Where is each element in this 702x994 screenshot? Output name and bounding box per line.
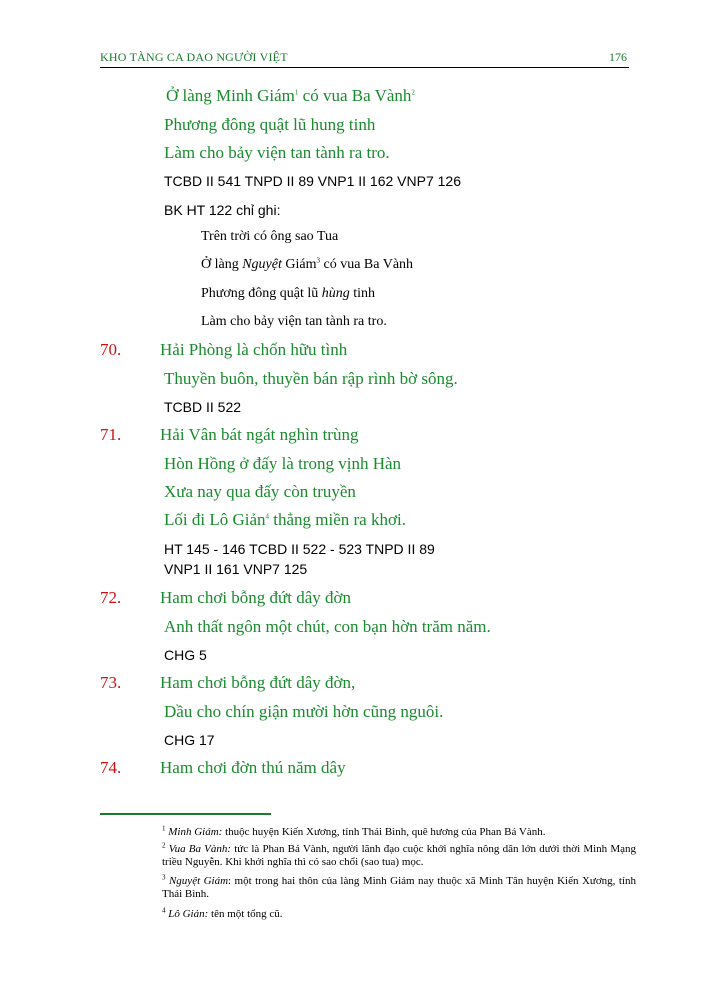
variant-line: Ở làng Nguyệt Giám$^3$ có vua Ba Vành bbox=[201, 256, 414, 272]
verse-line: Ở làng Minh Giám$^1$ có vua Ba Vành$^2$ bbox=[166, 86, 415, 105]
footnote: $^4$ Lô Giản: tên một tổng cũ. bbox=[162, 906, 283, 920]
source-reference: CHG 5 bbox=[164, 647, 207, 663]
verse-line: Làm cho bảy viện tan tành ra tro. bbox=[164, 143, 390, 162]
verse-line: Hải Phòng là chốn hữu tình bbox=[160, 340, 348, 359]
source-reference: VNP1 II 161 VNP7 125 bbox=[164, 561, 308, 577]
source-reference: HT 145 - 146 TCBD II 522 - 523 TNPD II 89 bbox=[164, 541, 435, 557]
verse-line: Hòn Hồng ở đấy là trong vịnh Hàn bbox=[164, 454, 402, 473]
running-header bbox=[100, 48, 629, 68]
entry-number: 73. bbox=[100, 673, 122, 692]
footnote-ref[interactable]: 2 bbox=[411, 88, 415, 97]
variant-line: Trên trời có ông sao Tua bbox=[201, 229, 339, 244]
verse-line: Xưa nay qua đấy còn truyền bbox=[164, 482, 356, 501]
verse-line: Anh thất ngôn một chút, con bạn hờn trăm năm. bbox=[164, 617, 491, 636]
entry-number: 72. bbox=[100, 588, 122, 607]
footnote: $^2$ Vua Ba Vành: tức là Phan Bá Vành, người lãnh đạo cuộc khởi nghĩa nông dân lớn dưới thời Minh Mạng triều Nguyễn. Khi khởi nghĩa thì có sao chổi (sao tua) mọc. bbox=[162, 841, 637, 868]
footnote: $^3$ Nguyệt Giám: một trong hai thôn của làng Minh Giám nay thuộc xã Minh Tân huyện Kiến Xương, tỉnh Thái Bình. bbox=[162, 873, 636, 900]
source-reference: TCBD II 522 bbox=[164, 399, 242, 415]
verse-line: Thuyền buôn, thuyền bán rập rình bờ sông. bbox=[164, 369, 458, 388]
page-number: 176 bbox=[609, 50, 627, 64]
footnote-ref[interactable]: 4 bbox=[265, 512, 270, 521]
verse-line: Lối đi Lô Giản$^4$ thẳng miền ra khơi. bbox=[164, 510, 406, 529]
verse-line: Ham chơi đờn thú năm dây bbox=[160, 758, 346, 777]
entry-number: 71. bbox=[100, 425, 122, 444]
verse-line: Hải Vân bát ngát nghìn trùng bbox=[160, 425, 359, 444]
variant-line: Phương đông quật lũ hùng tinh bbox=[201, 286, 376, 301]
verse-line: Dầu cho chín giận mười hờn cũng nguôi. bbox=[164, 702, 444, 721]
footnote-ref[interactable]: 3 bbox=[316, 256, 320, 265]
verse-line: Ham chơi bỗng đứt dây đờn, bbox=[160, 673, 356, 692]
variant-line: Làm cho bảy viện tan tành ra tro. bbox=[201, 314, 387, 329]
source-reference: TCBD II 541 TNPD II 89 VNP1 II 162 VNP7 126 bbox=[164, 173, 461, 189]
book-title: KHO TÀNG CA DAO NGƯỜI VIỆT bbox=[100, 50, 288, 64]
entry-number: 70. bbox=[100, 340, 122, 359]
entry-number: 74. bbox=[100, 758, 122, 777]
footnote: $^1$ Minh Giám: thuộc huyện Kiến Xương, tỉnh Thái Bình, quê hương của Phan Bá Vành. bbox=[162, 824, 546, 838]
footnote-ref[interactable]: 1 bbox=[294, 88, 299, 97]
source-reference: CHG 17 bbox=[164, 732, 215, 748]
variant-note: BK HT 122 chỉ ghi: bbox=[164, 202, 281, 218]
verse-line: Phương đông quật lũ hung tinh bbox=[164, 115, 376, 134]
footnote-separator bbox=[100, 813, 271, 815]
verse-line: Ham chơi bỗng đứt dây đờn bbox=[160, 588, 352, 607]
